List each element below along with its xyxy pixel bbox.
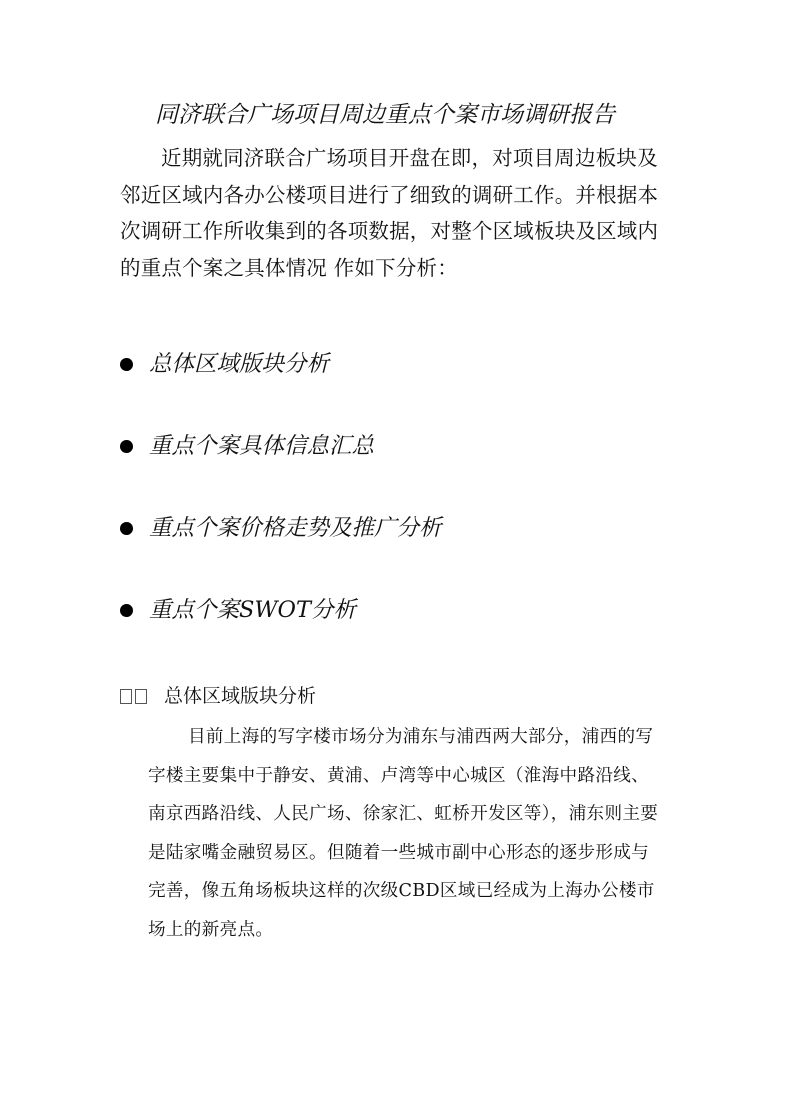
document-title: 同济联合广场项目周边重点个案市场调研报告 <box>155 102 615 128</box>
intro-text: 近期就同济联合广场项目开盘在即，对项目周边板块及邻近区域内各办公楼项目进行了细致的调研工作。并根据本次调研工作所收集到的各项数据，对整个区域板块及区域内的重点个案之具体情况 作如下分析： <box>120 146 659 280</box>
missing-glyph-icon <box>135 689 147 704</box>
outline-item-label: 总体区域版块分析 <box>149 351 330 377</box>
section-body <box>148 718 660 949</box>
section-heading-text: 总体区域版块分析 <box>164 685 317 707</box>
missing-glyph-boxes <box>120 689 150 704</box>
outline-item <box>120 424 680 506</box>
bullet-icon <box>120 522 133 535</box>
section-body-text: 目前上海的写字楼市场分为浦东与浦西两大部分，浦西的写字楼主要集中于静安、黄浦、卢湾等中心城区（淮海中路沿线、南京西路沿线、人民广场、徐家汇、虹桥开发区等），浦东则主要是陆家嘴金融贸易区。但随着一些城市副中心形态的逐步形成与完善，像五角场板块这样的次级CBD区域已经成为上海办公楼市场上的新亮点。 <box>148 727 659 940</box>
section-heading <box>120 682 316 710</box>
outline-item-label: 重点个案SWOT分析 <box>149 597 356 623</box>
outline-list <box>120 342 680 670</box>
outline-item-label: 重点个案价格走势及推广分析 <box>149 515 442 541</box>
outline-item <box>120 342 680 424</box>
outline-item <box>120 506 680 588</box>
bullet-icon <box>120 440 133 453</box>
intro-paragraph <box>120 140 660 286</box>
outline-item-label: 重点个案具体信息汇总 <box>149 433 375 459</box>
bullet-icon <box>120 358 133 371</box>
outline-item <box>120 588 680 670</box>
bullet-icon <box>120 604 133 617</box>
missing-glyph-icon <box>120 689 132 704</box>
